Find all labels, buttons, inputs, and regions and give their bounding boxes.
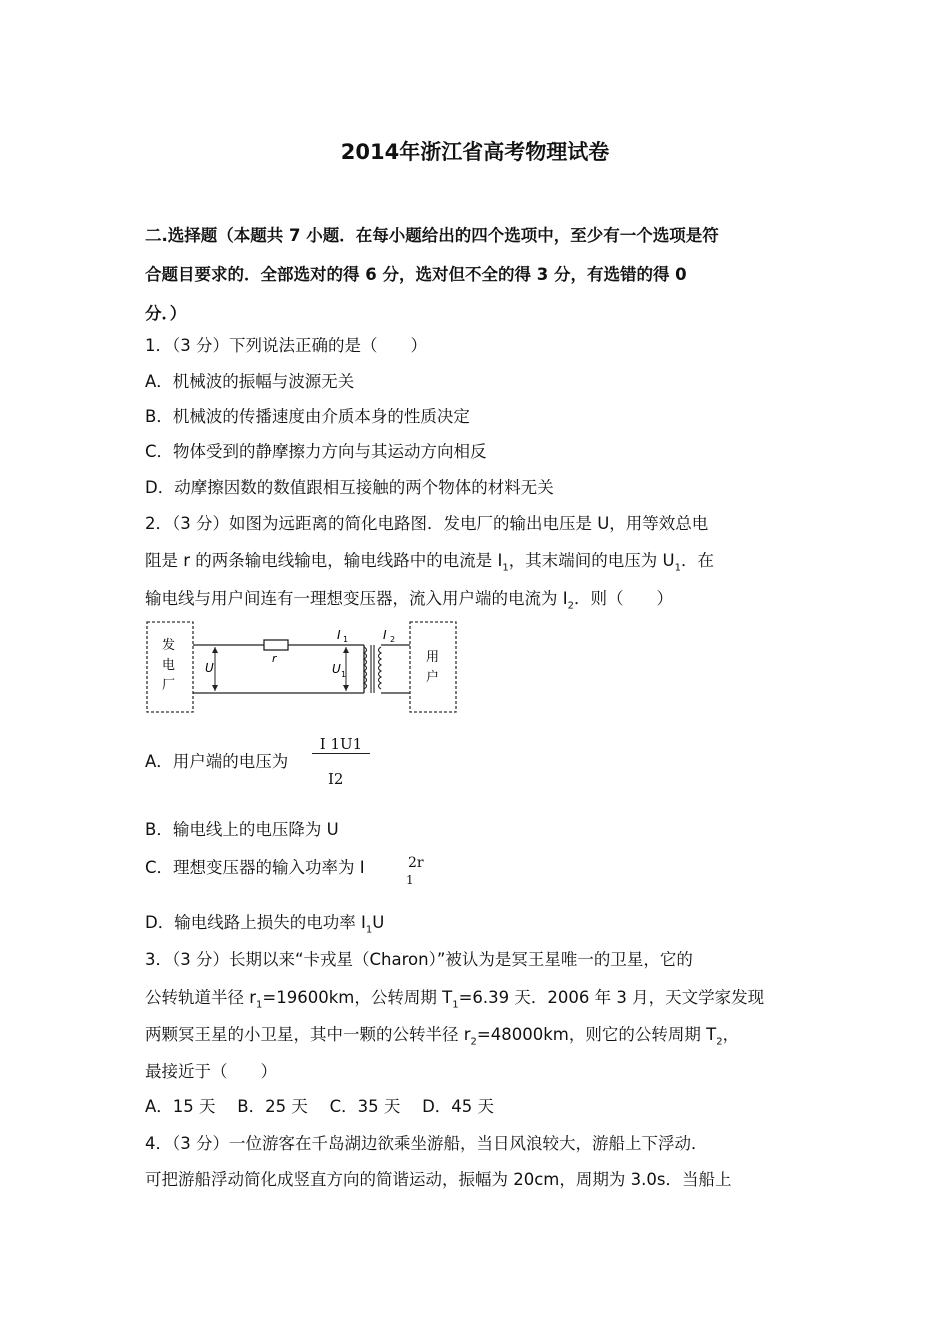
section-heading-line2: 合题目要求的．全部选对的得 6 分，选对但不全的得 3 分，有选错的得 0: [145, 265, 687, 284]
transformer-secondary: [379, 647, 382, 689]
q3-stem-line2: 公转轨道半径 $r_1=19600km$，公转周期 $T_1=6.39$ 天．2006 年 3 月，天文学家发现: [145, 988, 765, 1011]
q1-option-c: C．物体受到的静摩擦力方向与其运动方向相反: [145, 442, 487, 461]
q1-option-a: A．机械波的振幅与波源无关: [145, 372, 355, 391]
label-U1: U: [332, 662, 341, 676]
label-U1-sub: 1: [341, 670, 347, 679]
q4-stem-line1: 4．（3 分）一位游客在千岛湖边欲乘坐游船，当日风浪较大，游船上下浮动．: [145, 1134, 708, 1153]
q2-stem-line1: 2．（3 分）如图为远距离的简化电路图．发电厂的输出电压是 U，用等效总电: [145, 514, 709, 533]
power-plant-char-2: 电: [162, 658, 176, 673]
power-plant-char-3: 厂: [162, 678, 176, 693]
q2-stem-line3: 输电线与用户间连有一理想变压器，流入用户端的电流为 $I_2$．则（ ）: [145, 589, 673, 612]
q3-options: A．15 天 B．25 天 C．35 天 D．45 天: [145, 1097, 495, 1116]
q3-stem-line4: 最接近于（ ）: [145, 1062, 277, 1081]
q2-option-c: C．理想变压器的输入功率为 I: [145, 858, 365, 877]
label-I1-sub: 1: [343, 635, 349, 644]
circuit-diagram: [140, 615, 470, 720]
q2-option-d: D．输电线路上损失的电功率 $I_1U$: [145, 913, 385, 936]
q2-c-sub: 1: [406, 873, 414, 887]
q3-stem-line1: 3．（3 分）长期以来“卡戎星（Charon）”被认为是冥王星唯一的卫星，它的: [145, 950, 693, 969]
page-title: 2014年浙江省高考物理试卷: [340, 140, 610, 164]
label-I2: I: [383, 628, 387, 642]
q2-a-denominator: I2: [328, 770, 344, 788]
q2-c-sup: 2r: [408, 855, 424, 871]
power-plant-char-1: 发: [162, 638, 176, 653]
q1-option-b: B．机械波的传播速度由介质本身的性质决定: [145, 407, 470, 426]
section-heading-line3: 分．）: [145, 304, 187, 323]
q1-stem: 1．（3 分）下列说法正确的是（ ）: [145, 336, 427, 355]
user-char-2: 户: [426, 670, 440, 685]
q2-stem-line2: 阻是 r 的两条输电线输电，输电线路中的电流是 $I_1$，其末端间的电压为 $U_1$．在: [145, 551, 714, 574]
label-I1: I: [337, 628, 341, 642]
q3-stem-line3: 两颗冥王星的小卫星，其中一颗的公转半径 $r_2=48000km$，则它的公转周期 $T_2$，: [145, 1025, 740, 1048]
q2-option-a: A．用户端的电压为: [145, 752, 289, 771]
section-heading-line1: 二.选择题（本题共 7 小题．在每小题给出的四个选项中，至少有一个选项是符: [145, 226, 719, 245]
resistor-r: [264, 640, 288, 650]
label-r: r: [272, 652, 277, 665]
label-I2-sub: 2: [390, 635, 396, 644]
q1-option-d: D．动摩擦因数的数值跟相互接触的两个物体的材料无关: [145, 478, 554, 497]
label-U: U: [205, 661, 214, 675]
q4-stem-line2: 可把游船浮动简化成竖直方向的简谐运动，振幅为 20cm，周期为 3.0s．当船上: [145, 1170, 732, 1189]
user-box: [410, 622, 456, 712]
q2-option-b: B．输电线上的电压降为 U: [145, 820, 339, 839]
user-char-1: 用: [426, 650, 440, 665]
q2-a-numerator: I 1U1: [312, 735, 370, 754]
